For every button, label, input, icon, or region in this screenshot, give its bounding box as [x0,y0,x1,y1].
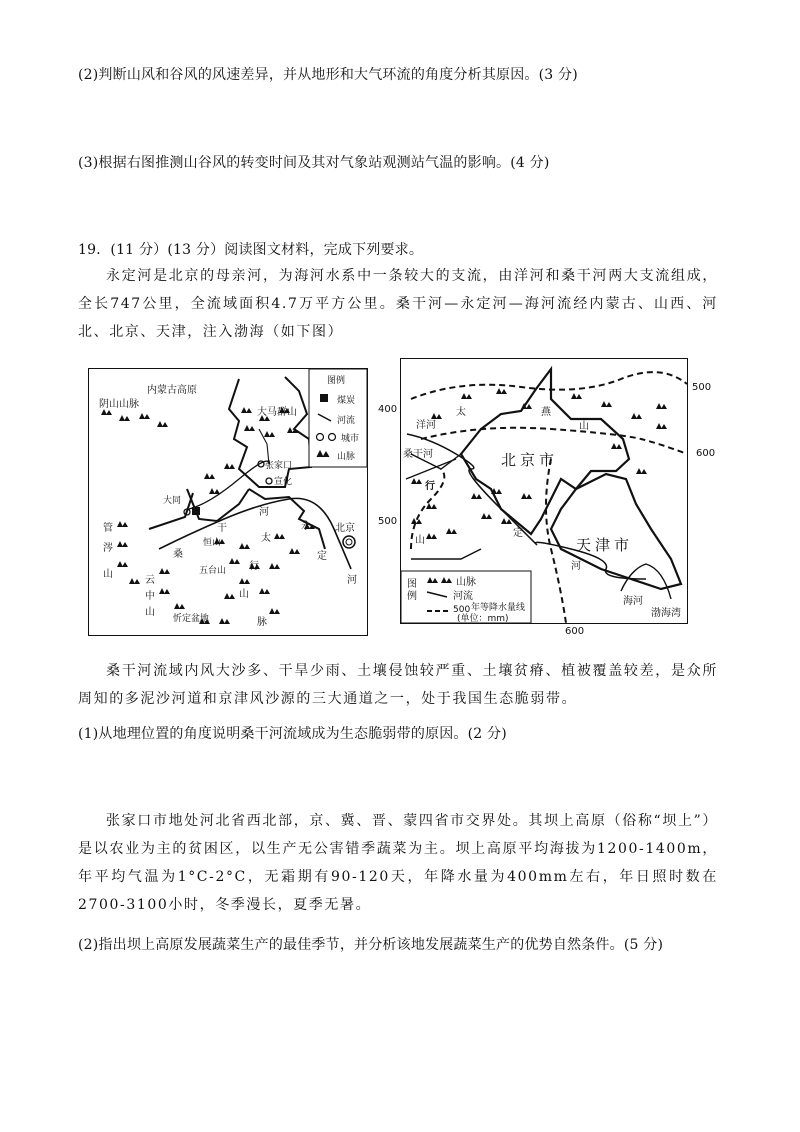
label-he: 河 [259,507,269,518]
left-map [88,368,368,636]
label-tai: 太 [261,533,271,544]
right-map-drawing [401,359,687,623]
label-ya: 涔 [103,543,113,554]
label-damaqun: 大马群山 [257,407,297,418]
label-haihe: 海河 [623,596,643,607]
iso-500-left: 500 [378,516,398,527]
paragraph-sanggan: 桑干河流域内风大沙多、干旱少雨、土壤侵蚀较严重、土壤贫瘠、植被覆盖较差，是众所周知的多泥沙河道和京津风沙源的三大通道之一，处于我国生态脆弱带。 [78,663,718,707]
legend-title-right: 图例 [407,579,417,602]
iso-400: 400 [378,404,398,415]
right-map [400,358,688,624]
sub-question-2: (2)指出坝上高原发展蔬菜生产的最佳季节，并分析该地发展蔬菜生产的优势自然条件。(5 分) [78,937,664,953]
label-beijing-city: 北京市 [501,451,559,469]
label-beijing-left: 北京 [335,523,355,534]
label-xinding: 忻定盆地 [173,614,210,624]
label-wutai: 五台山 [199,566,227,576]
label-shan1: 山 [103,569,113,580]
legend-river-right: 河流 [453,591,473,602]
label-xuanhua: 宣化 [274,477,293,487]
legend-unit: (单位：mm) [457,614,509,624]
legend-mountain-right: 山脉 [456,577,476,588]
iso-600-right: 600 [696,448,716,459]
legend-coal: 煤炭 [337,396,356,406]
label-hengshan: 恒山 [203,538,222,548]
label-bohai: 渤海湾 [651,608,681,619]
label-inner-mongolia: 内蒙古高原 [147,385,197,396]
label-datong: 大同 [163,496,182,506]
question-2: (2)判断山风和谷风的风速差异，并从地形和大气环流的角度分析其原因。(3 分) [78,67,578,83]
label-yun: 云 [145,575,155,586]
legend-isoline: 年等降水量线 [471,603,526,613]
label-sangganhe: 桑干河 [403,449,433,460]
label-zhangjiakou: 张家口 [265,461,293,471]
label-shan2: 山 [145,607,155,618]
label-he2: 河 [347,575,357,586]
label-shan-right: 山 [579,421,589,432]
label-he-right: 河 [571,561,581,572]
label-yinshan: 阴山山脉 [99,399,139,410]
label-xing: 行 [249,561,259,572]
label-tai-right: 太 [456,407,466,418]
label-gan: 干 [217,523,227,534]
sub-question-1: (1)从地理位置的角度说明桑干河流域成为生态脆弱带的原因。(2 分) [78,726,507,742]
paragraph-yongding-intro: 永定河是北京的母亲河，为海河水系中一条较大的支流，由洋河和桑干河两大支流组成，全长747公里，全流域面积4.7万平方公里。桑干河—永定河—海河流经内蒙古、山西、河北、北京、天津，注入渤海（如下图） [78,268,718,340]
paragraph-zhangjiakou: 张家口市地处河北省西北部，京、冀、晋、蒙四省市交界处。其坝上高原（俗称“坝上”）是以农业为主的贫困区，以生产无公害错季蔬菜为主。坝上高原平均海拔为1200-1400m，年平均气温为1°C-2°C，无霜期有90-120天，年降水量为400mm左右，年日照时数在2700-3100小时，冬季漫长，夏季无暑。 [78,813,718,913]
label-shan2-right: 山 [415,535,425,546]
legend-river-left: 河流 [337,416,356,426]
question-19-header: 19．(11 分）(13 分）阅读图文材料，完成下列要求。 [78,242,424,258]
legend-iso-value: 500 [453,605,471,615]
label-zhong: 中 [145,591,155,602]
legend-city: 城市 [341,434,360,444]
label-tianjin-city: 天津市 [576,536,634,554]
label-ding: 定 [317,551,327,562]
label-yong: 永 [301,521,311,532]
iso-600-bottom: 600 [565,626,585,637]
legend-title-left: 图例 [327,376,346,386]
label-mai: 脉 [257,617,267,628]
iso-500-right: 500 [692,382,712,393]
label-xing-right: 行 [425,481,435,492]
legend-mountain-left: 山脉 [337,452,356,462]
label-sang: 桑 [173,549,183,560]
label-yanghe: 洋河 [416,420,436,431]
question-3: (3)根据右图推测山谷风的转变时间及其对气象站观测站气温的影响。(4 分) [78,155,550,171]
label-ding-right: 定 [513,528,523,539]
label-yan: 燕 [541,407,551,418]
label-guan: 管 [103,523,113,534]
label-shan3: 山 [239,589,249,600]
